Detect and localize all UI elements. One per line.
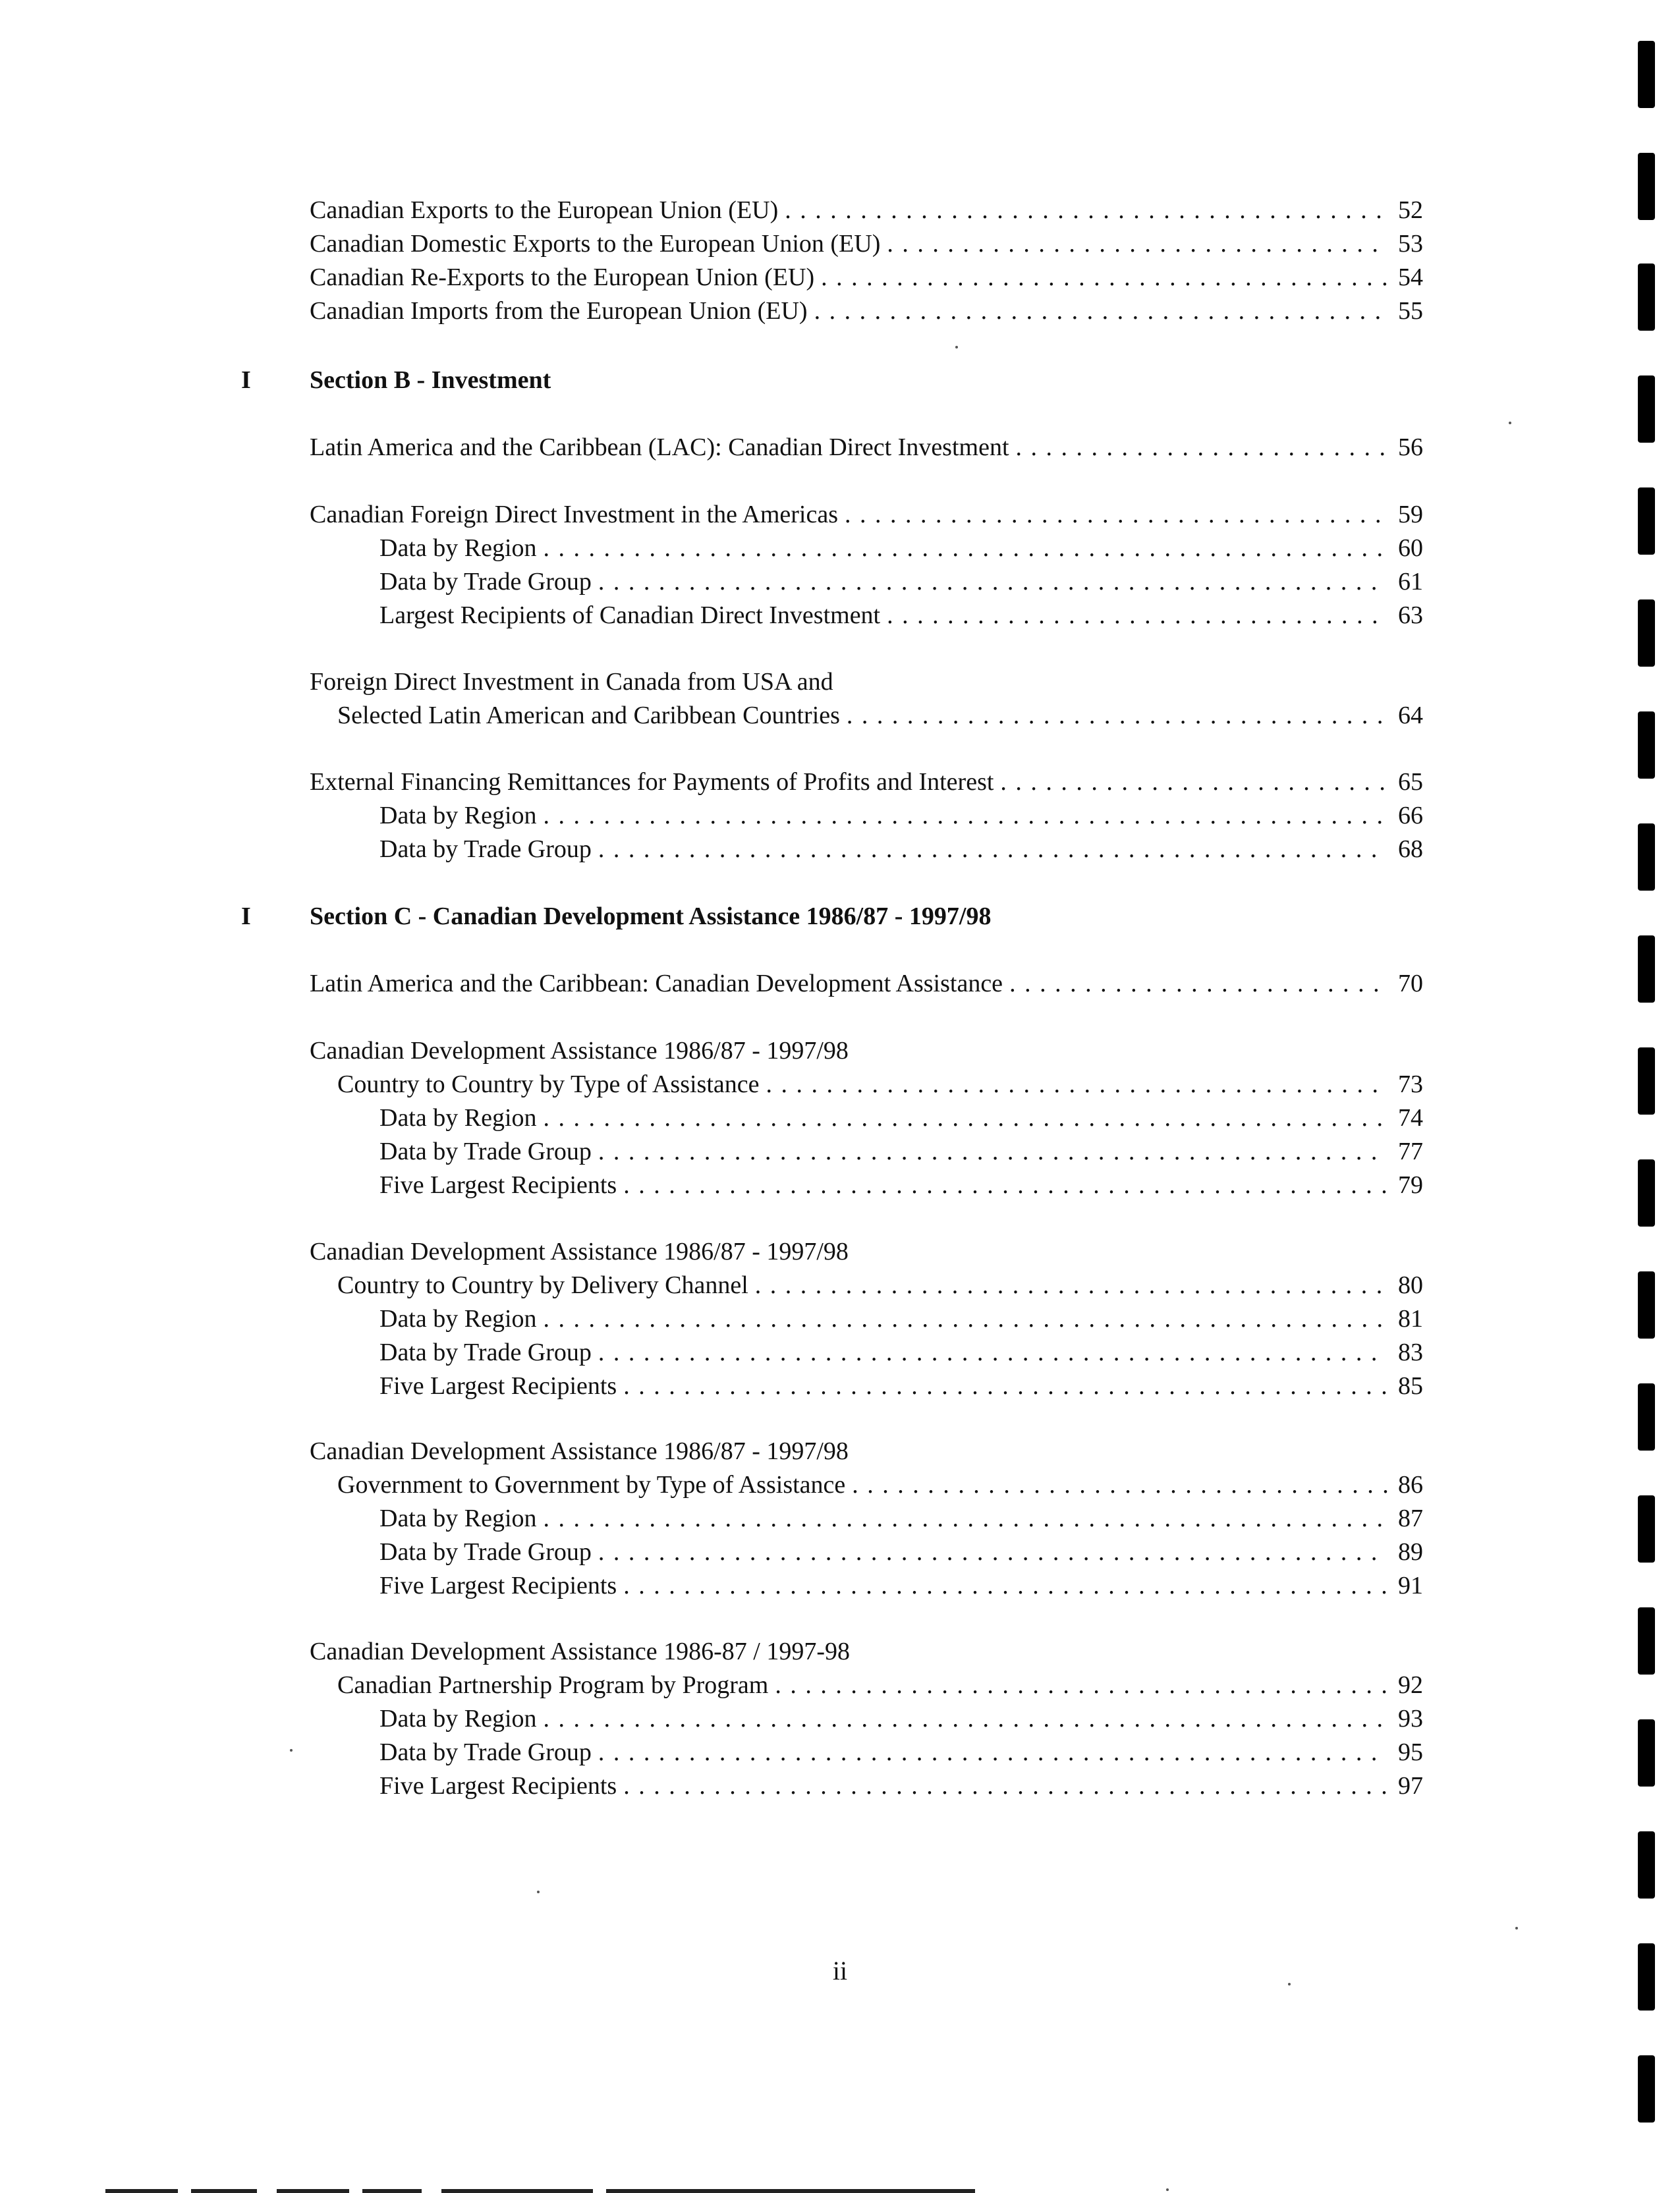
binding-mark (1638, 2055, 1655, 2123)
toc-entry-page: 66 (1398, 802, 1423, 829)
toc-entry-title: Data by Region (379, 1705, 537, 1733)
toc-subentry (379, 1503, 1423, 1534)
toc-entry (310, 767, 1423, 797)
binding-mark (1638, 711, 1655, 779)
toc-subentry (379, 1103, 1423, 1133)
toc-leader-dots (598, 1136, 1387, 1167)
toc-entry-title: Five Largest Recipients (379, 1372, 617, 1400)
section-marker: I (241, 902, 251, 930)
toc-entry-title: Data by Region (379, 802, 537, 829)
toc-entry-title: Canadian Foreign Direct Investment in the Americas (310, 501, 838, 528)
toc-entry (310, 195, 1423, 225)
toc-entry-title: Canadian Domestic Exports to the European Union (EU) (310, 230, 881, 258)
toc-leader-dots (623, 1771, 1387, 1801)
toc-entry-page: 56 (1398, 433, 1423, 461)
toc-entry-title: Data by Region (379, 1104, 537, 1132)
toc-entry-page: 74 (1398, 1104, 1423, 1132)
toc-subentry (379, 1371, 1423, 1401)
toc-subentry (379, 1337, 1423, 1368)
toc-entry-title: Canadian Re-Exports to the European Union (EU) (310, 264, 815, 291)
binding-mark (1638, 153, 1655, 220)
toc-entry-page: 87 (1398, 1505, 1423, 1532)
toc-leader-dots (598, 1737, 1387, 1767)
toc-entry-page: 61 (1398, 568, 1423, 596)
scan-speck (290, 1749, 293, 1752)
scan-artifact-strip (606, 2189, 975, 2193)
toc-entry-title: Canadian Imports from the European Union (EU) (310, 297, 808, 325)
toc-leader-dots (785, 195, 1387, 225)
toc-leader-dots (887, 600, 1387, 630)
binding-mark (1638, 1943, 1655, 2011)
toc-group-header: Canadian Development Assistance 1986/87 - 1997/98 (310, 1037, 849, 1065)
toc-entry-page: 73 (1398, 1070, 1423, 1098)
toc-entry-page: 63 (1398, 601, 1423, 629)
toc-entry-page: 70 (1398, 970, 1423, 997)
binding-mark (1638, 1383, 1655, 1451)
toc-entry (310, 968, 1423, 999)
toc-entry-page: 85 (1398, 1372, 1423, 1400)
toc-entry-page: 77 (1398, 1138, 1423, 1165)
toc-entry-title: Country to Country by Type of Assistance (337, 1070, 760, 1098)
toc-subentry (379, 834, 1423, 864)
toc-entry (310, 296, 1423, 326)
toc-entry-title: Data by Region (379, 534, 537, 562)
toc-leader-dots (1000, 767, 1387, 797)
toc-entry-page: 83 (1398, 1339, 1423, 1366)
binding-mark (1638, 1271, 1655, 1339)
toc-subentry (379, 1136, 1423, 1167)
toc-entry-title: External Financing Remittances for Payments of Profits and Interest (310, 768, 994, 796)
toc-entry-page: 80 (1398, 1271, 1423, 1299)
toc-subentry (379, 800, 1423, 831)
toc-entry-title: Data by Trade Group (379, 1538, 592, 1566)
toc-entry-page: 79 (1398, 1171, 1423, 1199)
toc-entry-title: Canadian Partnership Program by Program (337, 1671, 769, 1699)
toc-entry-title: Data by Trade Group (379, 835, 592, 863)
toc-leader-dots (544, 1503, 1387, 1534)
toc-entry-page: 86 (1398, 1471, 1423, 1499)
toc-leader-dots (544, 1304, 1387, 1334)
toc-leader-dots (847, 700, 1387, 731)
toc-entry-title: Data by Trade Group (379, 568, 592, 596)
toc-entry-title: Five Largest Recipients (379, 1171, 617, 1199)
toc-leader-dots (852, 1470, 1387, 1500)
scan-artifact-strip (191, 2189, 257, 2193)
toc-subentry (379, 1170, 1423, 1200)
scan-artifact-strip (362, 2189, 422, 2193)
toc-entry-page: 68 (1398, 835, 1423, 863)
toc-entry-page: 95 (1398, 1738, 1423, 1766)
binding-mark (1638, 1159, 1655, 1227)
toc-leader-dots (1009, 968, 1387, 999)
toc-leader-dots (814, 296, 1387, 326)
toc-entry (337, 1670, 1423, 1700)
toc-group-header: Canadian Development Assistance 1986-87 / 1997-98 (310, 1638, 851, 1665)
toc-leader-dots (544, 800, 1387, 831)
toc-entry-title: Latin America and the Caribbean: Canadian Development Assistance (310, 970, 1003, 997)
toc-leader-dots (544, 1103, 1387, 1133)
toc-entry (310, 229, 1423, 259)
scan-speck (1166, 2188, 1169, 2191)
binding-mark (1638, 487, 1655, 555)
binding-mark (1638, 1047, 1655, 1115)
toc-entry-title: Selected Latin American and Caribbean Countries (337, 702, 840, 729)
scan-artifact-strip (277, 2189, 349, 2193)
toc-entry-title: Five Largest Recipients (379, 1772, 617, 1800)
toc-subentry (379, 1537, 1423, 1567)
binding-mark (1638, 1607, 1655, 1675)
binding-mark (1638, 935, 1655, 1003)
toc-subentry (379, 600, 1423, 630)
scan-artifact-strip (105, 2189, 178, 2193)
toc-leader-dots (598, 1537, 1387, 1567)
toc-entry (337, 1270, 1423, 1300)
toc-leader-dots (775, 1670, 1387, 1700)
toc-leader-dots (598, 834, 1387, 864)
toc-entry-title: Data by Region (379, 1305, 537, 1333)
toc-entry-title: Data by Region (379, 1505, 537, 1532)
toc-leader-dots (821, 262, 1387, 292)
toc-group-header: Canadian Development Assistance 1986/87 - 1997/98 (310, 1238, 849, 1265)
binding-mark (1638, 1719, 1655, 1787)
toc-entry-title: Largest Recipients of Canadian Direct Investment (379, 601, 881, 629)
scan-speck (955, 346, 958, 348)
binding-mark (1638, 1495, 1655, 1563)
toc-entry-page: 52 (1398, 196, 1423, 224)
toc-entry (337, 1470, 1423, 1500)
toc-leader-dots (598, 567, 1387, 597)
section-heading: Section C - Canadian Development Assistance 1986/87 - 1997/98 (310, 902, 992, 930)
toc-subentry (379, 1771, 1423, 1801)
toc-entry-page: 64 (1398, 702, 1423, 729)
toc-subentry (379, 1737, 1423, 1767)
toc-entry-title: Five Largest Recipients (379, 1572, 617, 1599)
toc-group-header: Canadian Development Assistance 1986/87 - 1997/98 (310, 1437, 849, 1465)
binding-mark (1638, 1831, 1655, 1899)
toc-entry (310, 262, 1423, 292)
toc-leader-dots (845, 499, 1387, 530)
page-number: ii (832, 1956, 848, 1985)
binding-mark (1638, 599, 1655, 667)
scan-speck (1515, 1927, 1518, 1929)
toc-entry-page: 55 (1398, 297, 1423, 325)
toc-entry-page: 97 (1398, 1772, 1423, 1800)
section-heading: Section B - Investment (310, 366, 551, 394)
binding-mark (1638, 41, 1655, 108)
toc-entry-page: 89 (1398, 1538, 1423, 1566)
toc-leader-dots (755, 1270, 1387, 1300)
toc-entry-page: 59 (1398, 501, 1423, 528)
binding-mark (1638, 375, 1655, 443)
toc-leader-dots (887, 229, 1387, 259)
binding-mark (1638, 823, 1655, 891)
toc-subentry (379, 1304, 1423, 1334)
scan-artifact-strip (441, 2189, 593, 2193)
toc-entry-title: Canadian Exports to the European Union (EU) (310, 196, 779, 224)
toc-subentry (379, 533, 1423, 563)
toc-entry-page: 53 (1398, 230, 1423, 258)
toc-entry-title: Data by Trade Group (379, 1339, 592, 1366)
toc-leader-dots (623, 1170, 1387, 1200)
toc-leader-dots (623, 1371, 1387, 1401)
toc-entry-title: Foreign Direct Investment in Canada from USA and (310, 668, 833, 696)
scan-speck (1509, 422, 1511, 424)
section-marker: I (241, 366, 251, 394)
toc-leader-dots (623, 1570, 1387, 1601)
toc-entry (310, 432, 1423, 462)
toc-entry-page: 81 (1398, 1305, 1423, 1333)
toc-entry (310, 499, 1423, 530)
toc-entry-title: Data by Trade Group (379, 1738, 592, 1766)
toc-leader-dots (766, 1069, 1388, 1099)
toc-entry-page: 60 (1398, 534, 1423, 562)
toc-entry-page: 93 (1398, 1705, 1423, 1733)
toc-entry-page: 65 (1398, 768, 1423, 796)
scan-speck (537, 1891, 540, 1893)
toc-entry-page: 54 (1398, 264, 1423, 291)
toc-subentry (379, 1570, 1423, 1601)
toc-subentry (379, 567, 1423, 597)
binding-mark (1638, 264, 1655, 331)
toc-entry-page: 91 (1398, 1572, 1423, 1599)
toc-leader-dots (544, 533, 1387, 563)
toc-entry (337, 700, 1423, 731)
toc-leader-dots (598, 1337, 1387, 1368)
toc-entry (337, 1069, 1423, 1099)
toc-leader-dots (544, 1704, 1387, 1734)
toc-entry-title: Country to Country by Delivery Channel (337, 1271, 748, 1299)
toc-entry-title: Data by Trade Group (379, 1138, 592, 1165)
scan-speck (1288, 1983, 1291, 1985)
toc-entry-title: Government to Government by Type of Assistance (337, 1471, 846, 1499)
toc-entry-page: 92 (1398, 1671, 1423, 1699)
toc-subentry (379, 1704, 1423, 1734)
toc-leader-dots (1016, 432, 1387, 462)
toc-entry-title: Latin America and the Caribbean (LAC): Canadian Direct Investment (310, 433, 1009, 461)
